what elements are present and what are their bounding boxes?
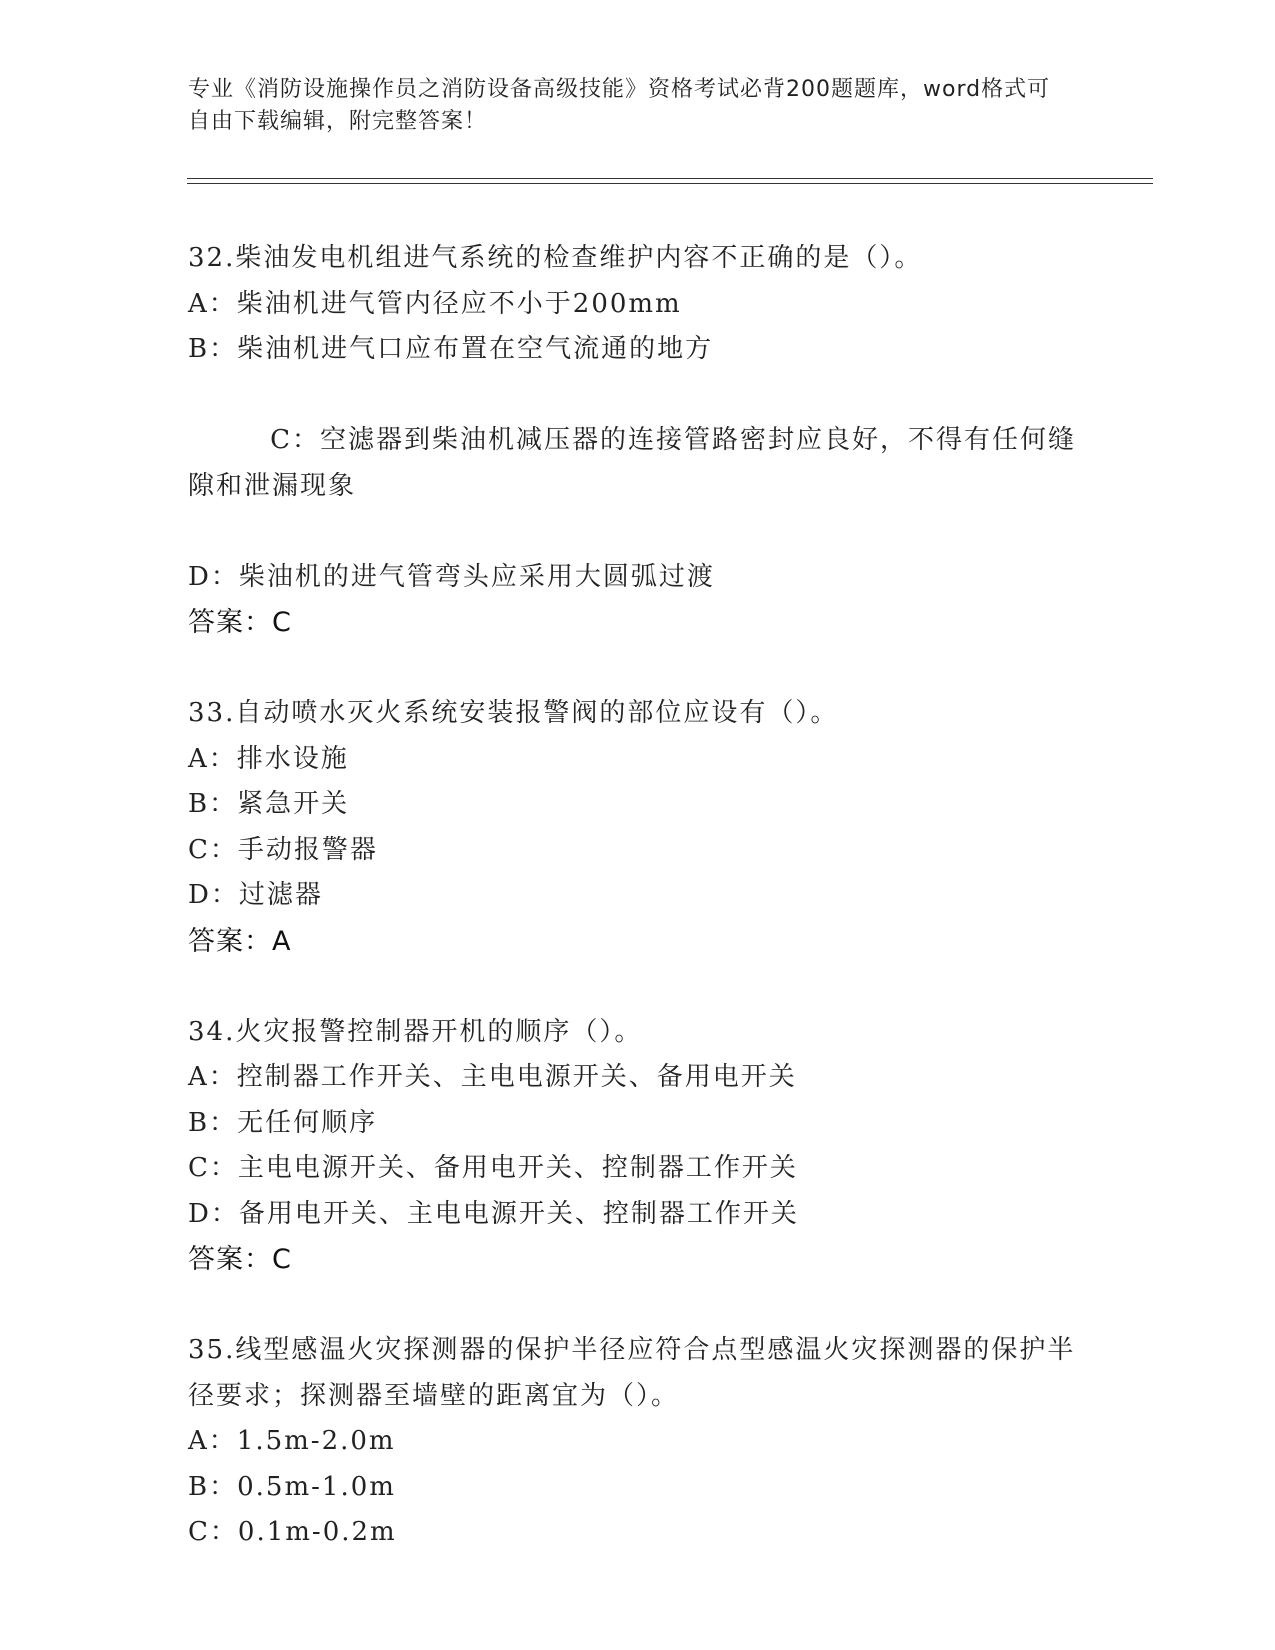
question-list bbox=[188, 236, 1088, 1601]
option-text: 紧急开关 bbox=[237, 789, 350, 819]
question-stem: 33.自动喷水灭火系统安装报警阀的部位应设有（）。 bbox=[188, 698, 839, 728]
option-c bbox=[188, 828, 1088, 874]
option-b bbox=[188, 782, 1088, 828]
option-b bbox=[188, 327, 1088, 373]
option-key: A： bbox=[188, 1426, 237, 1456]
option-text: 过滤器 bbox=[238, 880, 323, 910]
document-header: 专业《消防设施操作员之消防设备高级技能》资格考试必背200题题库，word格式可自由下载编辑，附完整答案！ bbox=[188, 77, 1051, 134]
answer-line: 答案：A bbox=[188, 925, 292, 957]
option-text: 无任何顺序 bbox=[237, 1107, 378, 1138]
option-d bbox=[188, 555, 1088, 601]
option-text: 空滤器到柴油机减压器的连接管路密封应良好，不得有任何缝隙和泄漏现象 bbox=[188, 425, 1077, 501]
header-rule-top bbox=[187, 178, 1153, 179]
option-a bbox=[188, 1055, 1088, 1101]
question-stem: 34.火灾报警控制器开机的顺序（）。 bbox=[188, 1016, 643, 1047]
answer-line: 答案：C bbox=[188, 607, 292, 638]
option-text: 柴油机的进气管弯头应采用大圆弧过渡 bbox=[238, 561, 715, 592]
option-b bbox=[188, 1101, 1088, 1147]
option-text: 主电电源开关、备用电开关、控制器工作开关 bbox=[237, 1153, 798, 1183]
option-text: 排水设施 bbox=[236, 743, 349, 774]
option-text: 柴油机进气管内径应不小于200mm bbox=[236, 288, 682, 319]
option-key: D： bbox=[188, 561, 239, 592]
header-rule-bottom bbox=[187, 183, 1153, 184]
option-key: A： bbox=[188, 743, 237, 774]
option-key: C： bbox=[270, 425, 321, 455]
option-d bbox=[188, 873, 1088, 919]
option-text: 0.5m-1.0m bbox=[237, 1471, 396, 1502]
option-key: B： bbox=[188, 789, 238, 819]
option-a bbox=[188, 737, 1088, 783]
option-b bbox=[188, 1465, 1088, 1511]
option-text: 控制器工作开关、主电电源开关、备用电开关 bbox=[236, 1062, 797, 1092]
option-key: C： bbox=[188, 1517, 238, 1547]
option-key: C： bbox=[188, 1153, 238, 1183]
option-text: 柴油机进气口应布置在空气流通的地方 bbox=[237, 334, 714, 364]
question-34 bbox=[188, 1010, 1088, 1284]
option-d bbox=[188, 1192, 1088, 1238]
option-text: 1.5m-2.0m bbox=[236, 1426, 396, 1456]
question-35 bbox=[188, 1328, 1088, 1556]
option-key: B： bbox=[188, 1471, 238, 1502]
question-stem: 32.柴油发电机组进气系统的检查维护内容不正确的是（）。 bbox=[188, 243, 923, 273]
question-stem: 35.线型感温火灾探测器的保护半径应符合点型感温火灾探测器的保护半径要求；探测器至墙壁的距离宜为（）。 bbox=[188, 1335, 1076, 1411]
option-key: C： bbox=[188, 834, 238, 865]
option-c bbox=[188, 373, 1088, 555]
option-key: A： bbox=[188, 288, 237, 319]
option-text: 手动报警器 bbox=[237, 834, 378, 865]
option-text: 0.1m-0.2m bbox=[237, 1517, 397, 1547]
option-key: D： bbox=[188, 880, 239, 910]
option-c bbox=[188, 1146, 1088, 1192]
option-key: A： bbox=[188, 1062, 237, 1092]
option-text: 备用电开关、主电电源开关、控制器工作开关 bbox=[238, 1198, 799, 1229]
option-a bbox=[188, 1419, 1088, 1465]
answer-line: 答案：C bbox=[188, 1244, 292, 1275]
option-a bbox=[188, 282, 1088, 328]
question-32 bbox=[188, 236, 1088, 646]
option-key: D： bbox=[188, 1198, 239, 1229]
option-key: B： bbox=[188, 1107, 238, 1138]
question-33 bbox=[188, 691, 1088, 965]
option-key: B： bbox=[188, 334, 238, 364]
option-c bbox=[188, 1510, 1088, 1556]
